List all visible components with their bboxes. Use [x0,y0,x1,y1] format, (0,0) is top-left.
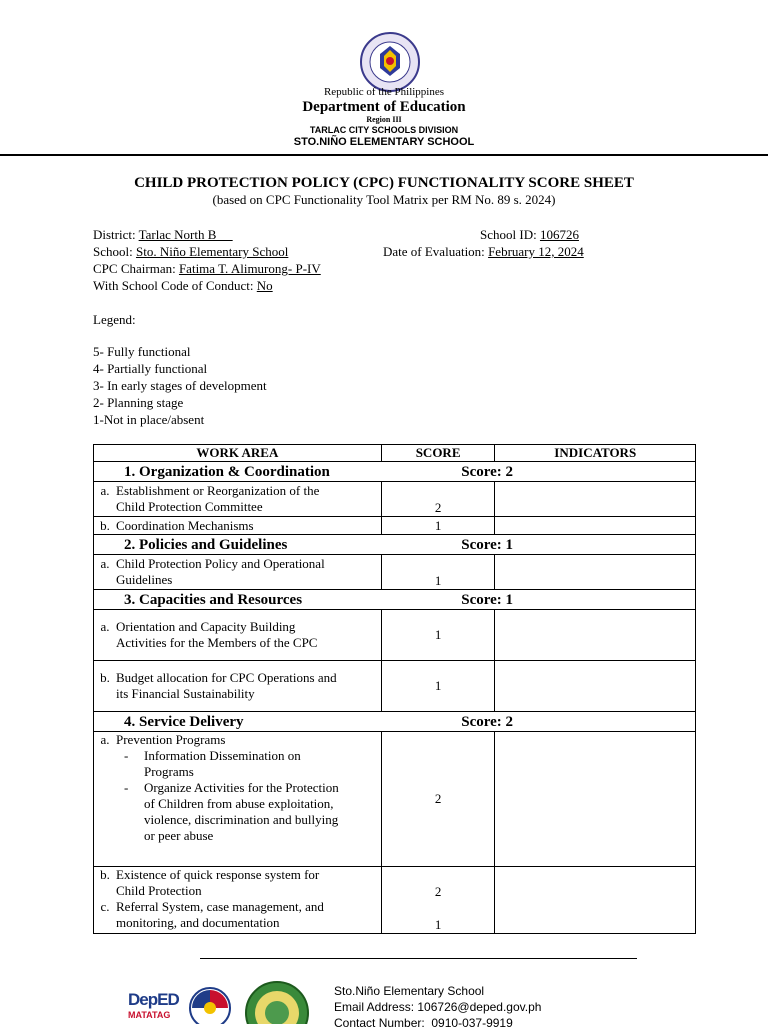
item-indicators [495,482,696,517]
item-text: Prevention Programs [116,732,226,747]
contact-value: 0910-037-9919 [431,1016,513,1030]
section-row [94,462,696,482]
section-score: Score: 2 [381,462,695,482]
email-label: Email Address: [334,1000,418,1014]
item-text: Referral System, case management, and monitoring, and documentation [116,899,324,930]
section-score: Score: 2 [381,712,695,732]
bagong-pilipinas-logo [188,986,232,1024]
district-value: Tarlac North B [138,227,233,242]
republic-heading: Republic of the Philippines [323,86,445,98]
item-score: 2 [381,732,495,867]
col-header-work-area: WORK AREA [94,445,382,462]
item-text: Budget allocation for CPC Operations and its Financial Sustainability [116,670,337,701]
section-row [94,590,696,610]
school-label: School: [93,244,136,259]
item-label: b. [100,867,110,882]
item-text: Child Protection Policy and Operational Guidelines [116,556,325,587]
district-line [93,226,233,243]
section-row [94,535,696,555]
school-line [93,243,288,260]
item-score: 2 [434,884,442,899]
item-score: 1 [381,610,495,661]
deped-matatag-logo [128,990,180,1024]
division-heading: TARLAC CITY SCHOOLS DIVISION [309,125,459,135]
section-name: 2. Policies and Guidelines [94,535,382,555]
section-name: 1. Organization & Coordination [94,462,382,482]
footer-divider [200,958,637,959]
item-indicators [495,732,696,867]
table-row [94,482,696,517]
item-text: Orientation and Capacity Building Activities for the Members of the CPC [116,619,318,650]
school-id-value: 106726 [539,227,579,242]
table-row [94,661,696,712]
table-row [94,555,696,590]
col-header-score: SCORE [381,445,495,462]
date-label: Date of Evaluation: [383,244,489,259]
region-heading: Region III [366,115,402,124]
table-row [94,610,696,661]
section-name: 3. Capacities and Resources [94,590,382,610]
chairman-line [93,260,321,277]
school-id-label: School ID: [480,227,540,242]
item-label: a. [100,556,110,571]
school-heading: STO.NIÑO ELEMENTARY SCHOOL [293,136,475,148]
item-score: 1 [434,917,442,932]
item-label: a. [100,732,110,747]
table-row [94,867,696,934]
section-row [94,712,696,732]
matatag-logo-text: MATATAG [128,1010,171,1020]
conduct-label: With School Code of Conduct: [93,278,257,293]
chairman-label: CPC Chairman: [93,261,179,276]
item-label: c. [100,899,110,914]
legend-item: 5- Fully functional [93,344,191,359]
date-line [383,243,584,260]
item-score: 1 [381,555,495,590]
table-row [94,517,696,535]
item-label: b. [100,517,110,533]
date-value: February 12, 2024 [488,244,584,259]
legend-list [93,343,267,428]
legend-title: Legend: [93,312,136,327]
item-text: Coordination Mechanisms [116,517,254,533]
score-table [93,444,696,934]
table-header-row [94,445,696,462]
conduct-line [93,277,273,294]
bullet-dash: - [124,748,129,763]
chairman-value: Fatima T. Alimurong- P-IV [178,261,321,276]
conduct-value: No [256,278,273,293]
deped-logo-text: DepED [128,990,179,1009]
contact-label: Contact Number: [334,1016,432,1030]
school-id-line [480,226,579,243]
footer-school-name: Sto.Niño Elementary School [334,984,485,998]
item-label: b. [100,670,110,685]
bullet-dash: - [124,780,129,795]
item-indicators [495,555,696,590]
section-name: 4. Service Delivery [94,712,382,732]
item-indicators [495,517,696,535]
item-text: Existence of quick response system for Child Protection [116,867,320,898]
footer-email-line [334,999,541,1015]
item-indicators [495,661,696,712]
school-seal-logo [244,980,310,1024]
school-value: Sto. Niño Elementary School [135,244,289,259]
col-header-indicators: INDICATORS [495,445,696,462]
document-subtitle: (based on CPC Functionality Tool Matrix per RM No. 89 s. 2024) [212,192,556,207]
item-score: 1 [381,517,495,535]
legend-item: 2- Planning stage [93,395,184,410]
department-heading: Department of Education [302,99,466,115]
item-label: a. [100,483,110,498]
sub-item-text: Information Dissemination on Programs [144,748,301,779]
legend-item: 4- Partially functional [93,361,208,376]
footer-contact-line [334,1015,541,1031]
table-row [94,732,696,867]
document-title: CHILD PROTECTION POLICY (CPC) FUNCTIONALITY SCORE SHEET [134,175,634,191]
deped-seal-logo [360,32,420,92]
legend-item: 1-Not in place/absent [93,412,205,427]
item-label: a. [100,619,110,634]
item-score: 2 [381,482,495,517]
sub-item-text: Organize Activities for the Protection of Children from abuse exploitation, violence, discrimination and bullying or peer abuse [144,780,339,843]
section-score: Score: 1 [381,590,695,610]
legend-item: 3- In early stages of development [93,378,267,393]
item-text: Establishment or Reorganization of the Child Protection Committee [116,483,320,514]
header-divider [0,154,768,156]
item-indicators [495,867,696,934]
section-score: Score: 1 [381,535,695,555]
item-score: 1 [381,661,495,712]
item-indicators [495,610,696,661]
email-value: 106726@deped.gov.ph [417,1000,542,1014]
district-label: District: [93,227,139,242]
